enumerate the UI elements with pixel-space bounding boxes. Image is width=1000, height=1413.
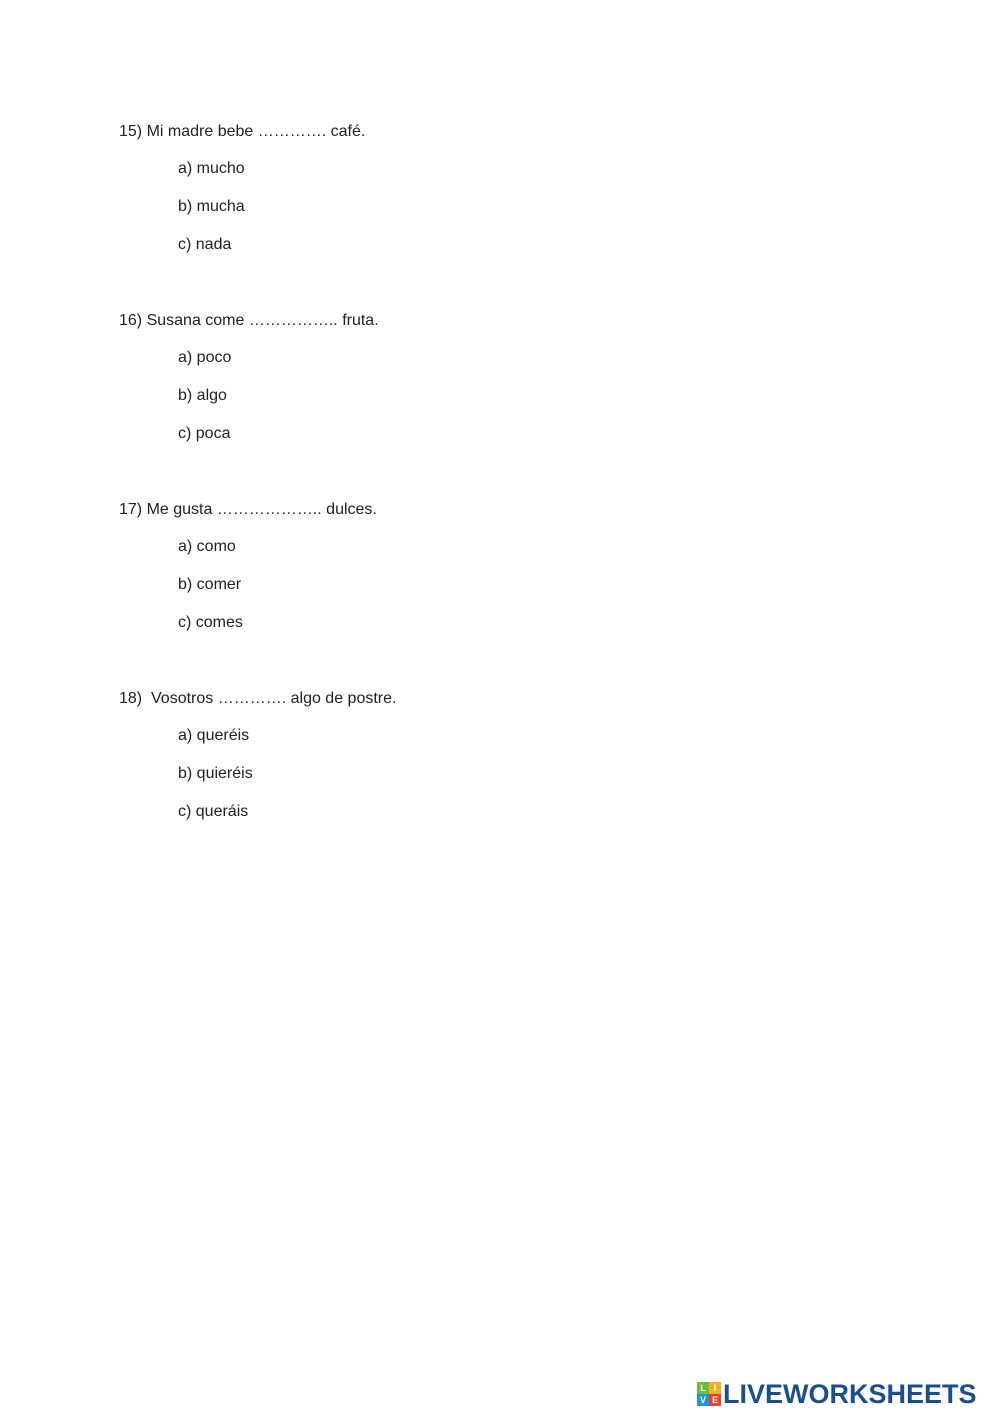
option-b[interactable]: b) mucha	[178, 198, 245, 215]
option-c[interactable]: c) comes	[178, 614, 243, 631]
question-text: 15) Mi madre bebe …………. café.	[119, 123, 366, 140]
option-b[interactable]: b) comer	[178, 576, 242, 593]
logo-cell: I	[709, 1382, 721, 1394]
question-16	[119, 311, 819, 444]
question-17	[119, 500, 819, 633]
question-text: 18) Vosotros …………. algo de postre.	[119, 690, 397, 707]
option-list	[119, 537, 819, 633]
logo-cell: V	[697, 1394, 709, 1406]
option-c[interactable]: c) nada	[178, 236, 232, 253]
liveworksheets-brand	[697, 1378, 977, 1410]
liveworksheets-logo-icon	[697, 1382, 721, 1406]
option-list	[119, 348, 819, 444]
option-list	[119, 726, 819, 822]
question-text: 17) Me gusta ……………….. dulces.	[119, 501, 377, 518]
question-15	[119, 122, 819, 255]
option-b[interactable]: b) quieréis	[178, 765, 253, 782]
question-text: 16) Susana come …………….. fruta.	[119, 312, 379, 329]
option-c[interactable]: c) poca	[178, 425, 231, 442]
question-18	[119, 689, 819, 822]
option-b[interactable]: b) algo	[178, 387, 227, 404]
option-list	[119, 159, 819, 255]
logo-cell: L	[697, 1382, 709, 1394]
option-c[interactable]: c) queráis	[178, 803, 249, 820]
brand-name: LIVEWORKSHEETS	[723, 1379, 977, 1409]
option-a[interactable]: a) queréis	[178, 727, 250, 744]
logo-cell: E	[709, 1394, 721, 1406]
option-a[interactable]: a) mucho	[178, 160, 245, 177]
option-a[interactable]: a) poco	[178, 349, 232, 366]
option-a[interactable]: a) como	[178, 538, 236, 555]
